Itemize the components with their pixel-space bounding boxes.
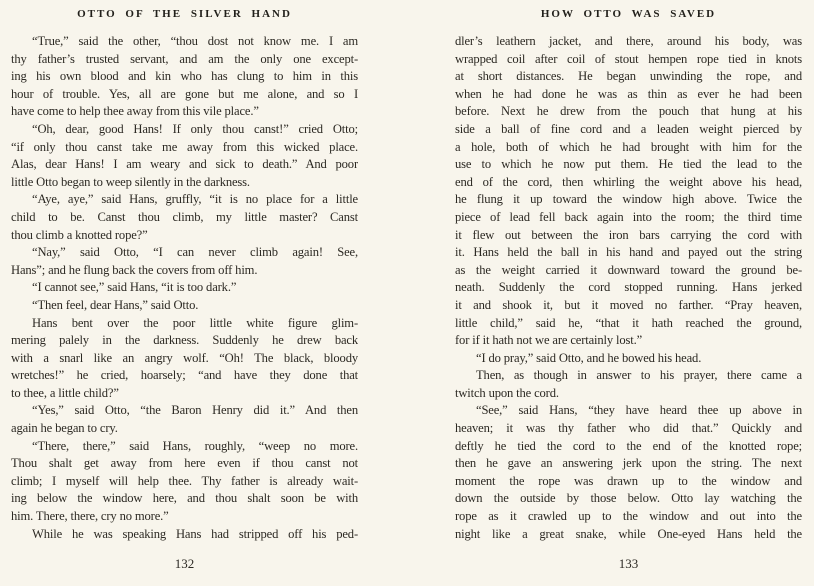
text-line: with a snarl like an angry wolf. “Oh! The black, bloody: [11, 350, 358, 365]
text-line: it flew out between the iron bars carrying the cord with: [455, 227, 802, 242]
text-line: a hole, both of which he had brought with him for the: [455, 139, 802, 154]
text-line: he flung it up toward the window high above. Twice the: [455, 192, 802, 207]
text-line: end of the cord, then whirling the weight above his head,: [455, 174, 802, 189]
page-number-left: 132: [174, 556, 195, 571]
text-line: at short distances. He began unwinding the rope, and: [455, 69, 802, 84]
text-line: “There, there,” said Hans, roughly, “weep no more.: [32, 438, 358, 453]
text-line: it. Hans held the ball in his hand and payed out the string: [455, 245, 802, 260]
text-line: ing his own blood and kin who has clung to him in this: [11, 69, 358, 84]
text-line: “I do pray,” said Otto, and he bowed his head.: [476, 350, 702, 365]
text-line: wretches!” he cried, hoarsely; “and have they done that: [11, 368, 358, 383]
text-line: little child,” said he, “that it hath reached the ground,: [455, 315, 802, 330]
text-line: thou climb a knotted rope?”: [11, 227, 148, 242]
text-line: it and shook it, but it moved no farther. “Pray heaven,: [455, 297, 802, 312]
text-line: wrapped coil after coil of stout hempen rope tied in knots: [455, 51, 802, 66]
text-line: moment the rope was drawn up to the window and: [455, 473, 802, 488]
text-line: “Then feel, dear Hans,” said Otto.: [32, 297, 199, 312]
page-left: [11, 0, 358, 586]
text-line: to thee, a little child?”: [11, 385, 119, 400]
text-line: as the weight carried it downward toward the ground be-: [455, 262, 802, 277]
text-line: deftly he tied the cord to the end of the knotted rope;: [455, 438, 802, 453]
body-text-right: [455, 33, 802, 543]
text-line: While he was speaking Hans had stripped off his ped-: [32, 526, 358, 541]
text-line: child to be. Canst thou climb, my little master? Canst: [11, 209, 358, 224]
text-line: use to which he now put them. He tied the lead to the: [455, 157, 802, 172]
text-line: mering palely in the darkness. Suddenly he drew back: [11, 333, 358, 348]
text-line: rope as it crawled up to the window and out into the: [455, 509, 802, 524]
text-line: “True,” said the other, “thou dost not know me. I am: [32, 34, 358, 48]
text-line: heaven; it was thy father who did that.” Quickly and: [455, 421, 802, 436]
text-line: climb; I myself will help thee. Thy father is already wait-: [11, 473, 358, 488]
text-line: “See,” said Hans, “they have heard thee up above in: [476, 403, 802, 418]
text-line: Alas, dear Hans! I am weary and sick to death.” And poor: [11, 157, 358, 172]
text-line: “Oh, dear, good Hans! If only thou canst!” cried Otto;: [32, 121, 358, 136]
page-number-right: 133: [618, 556, 639, 571]
text-line: him. There, there, cry no more.”: [11, 509, 169, 524]
text-line: side a ball of fine cord and a leaden weight pierced by: [455, 121, 802, 136]
text-line: “Nay,” said Otto, “I can never climb again! See,: [32, 245, 358, 260]
text-line: Hans bent over the poor little white figure glim-: [32, 315, 358, 330]
text-line: Hans”; and he flung back the covers from off him.: [11, 262, 258, 277]
text-line: hour of trouble. Yes, all are gone but me alone, and so I: [11, 86, 358, 101]
text-line: neath. Suddenly the cord stopped running. Hans jerked: [455, 280, 802, 295]
text-line: Then, as though in answer to his prayer, there came a: [476, 368, 802, 383]
page-right: [455, 0, 802, 586]
text-line: little Otto began to weep silently in the darkness.: [11, 174, 250, 189]
text-line: down the outside by those below. Otto lay watching the: [455, 491, 802, 506]
text-line: night like a great snake, while One-eyed Hans held the: [455, 526, 802, 541]
text-line: “if only thou canst take me away from this wicked place.: [11, 139, 358, 154]
text-line: “Yes,” said Otto, “the Baron Henry did it.” And then: [32, 403, 358, 418]
body-text-left: [11, 33, 358, 543]
text-line: thy father’s trusted servant, and am the only one except-: [11, 51, 358, 66]
text-line: when he had done he was as thin as ever he had been: [455, 86, 802, 101]
text-line: have come to help thee away from this vile place.”: [11, 104, 259, 119]
running-header-right: HOW OTTO WAS SAVED: [540, 8, 717, 20]
text-line: then he gave an answering jerk upon the string. The next: [455, 456, 802, 471]
text-line: before. Next he drew from the pouch that hung at his: [455, 104, 802, 119]
text-line: “I cannot see,” said Hans, “it is too dark.”: [32, 280, 237, 295]
text-line: ing below the window here, and thou shalt soon be with: [11, 491, 358, 506]
text-line: “Aye, aye,” said Hans, gruffly, “it is no place for a little: [32, 192, 358, 207]
text-line: again he began to cry.: [11, 421, 118, 436]
text-line: twitch upon the cord.: [455, 385, 559, 400]
text-line: dler’s leathern jacket, and there, around his body, was: [455, 34, 802, 48]
text-line: Thou shalt get away from here even if thou canst not: [11, 456, 358, 471]
running-header-left: OTTO OF THE SILVER HAND: [77, 8, 292, 20]
text-line: for if it hath not we are certainly lost.”: [455, 333, 643, 348]
text-line: piece of lead fell back again into the room; the third time: [455, 209, 802, 224]
